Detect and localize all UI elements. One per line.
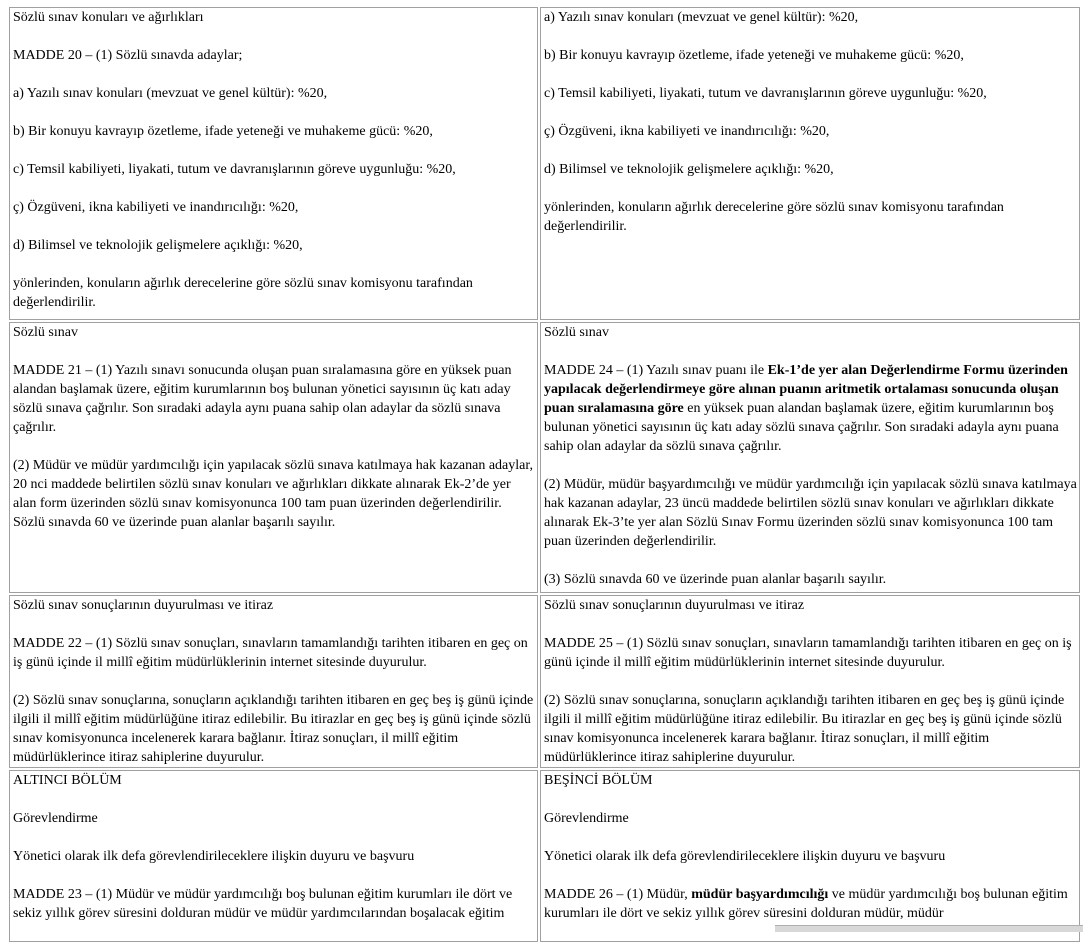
section-heading: Sözlü sınav konuları ve ağırlıkları — [13, 10, 204, 25]
section-heading: Yönetici olarak ilk defa görevlendirileceklere ilişkin duyuru ve başvuru — [544, 849, 946, 864]
new-text-cell — [540, 770, 1080, 942]
chapter-title: ALTINCI BÖLÜM — [13, 773, 122, 788]
new-text-cell — [540, 595, 1080, 768]
table-row — [9, 322, 1080, 593]
list-item: c) Temsil kabiliyeti, liyakati, tutum ve davranışlarının göreve uygunluğu: %20, — [544, 86, 987, 101]
list-item: d) Bilimsel ve teknolojik gelişmelere açıklığı: %20, — [13, 238, 303, 253]
list-item: d) Bilimsel ve teknolojik gelişmelere açıklığı: %20, — [544, 162, 834, 177]
old-text-cell — [9, 322, 538, 593]
article-intro: MADDE 20 – (1) Sözlü sınavda adaylar; — [13, 48, 243, 63]
list-item: a) Yazılı sınav konuları (mevzuat ve genel kültür): %20, — [544, 10, 859, 25]
article-paragraph — [544, 885, 1078, 923]
amended-text: müdür başyardımcılığı — [691, 887, 829, 902]
article-paragraph: (2) Sözlü sınav sonuçlarına, sonuçların açıklandığı tarihten itibaren en geç beş iş günü içinde ilgili il millî eğitim müdürlüğüne itiraz edilebilir. Bu itirazlar en geç beş iş günü içinde sözlü sınav komisyonunca incelenerek karara bağlanır. İtiraz sonuçları, il millî eğitim müdürlüklerince itiraz sahiplerine duyurulur. — [544, 693, 1065, 765]
article-text: MADDE 26 – (1) Müdür, — [544, 887, 692, 902]
article-text: en yüksek puan alandan başlamak üzere, eğitim kurumlarının boş bulunan yönetici sayısının üç katı aday sözlü sınava çağrılır. Son sıradaki adayla aynı puana sahip olan adaylar da sözlü sınava çağrılır. — [544, 401, 1059, 454]
section-heading: Sözlü sınav sonuçlarının duyurulması ve itiraz — [13, 598, 274, 613]
chapter-subtitle: Görevlendirme — [13, 811, 98, 826]
article-closing: yönlerinden, konuların ağırlık derecelerine göre sözlü sınav komisyonu tarafından değerlendirilir. — [13, 276, 473, 310]
list-item: b) Bir konuyu kavrayıp özetleme, ifade yeteneği ve muhakeme gücü: %20, — [544, 48, 964, 63]
new-text-cell — [540, 7, 1080, 320]
list-item: ç) Özgüveni, ikna kabiliyeti ve inandırıcılığı: %20, — [13, 200, 299, 215]
list-item: ç) Özgüveni, ikna kabiliyeti ve inandırıcılığı: %20, — [544, 124, 830, 139]
article-paragraph: MADDE 21 – (1) Yazılı sınavı sonucunda oluşan puan sıralamasına göre en yüksek puan alandan başlamak üzere, eğitim kurumlarının boş bulunan yönetici sayısının üç katı aday sözlü sınava çağrılır. Son sıradaki adayla aynı puana sahip olan adaylar da sözlü sınava çağrılır. — [13, 363, 512, 435]
new-text-cell — [540, 322, 1080, 593]
list-item: b) Bir konuyu kavrayıp özetleme, ifade yeteneği ve muhakeme gücü: %20, — [13, 124, 433, 139]
article-paragraph: (2) Müdür ve müdür yardımcılığı için yapılacak sözlü sınava katılmaya hak kazanan adaylar, 20 nci maddede belirtilen sözlü sınav konuları ve ağırlıkları dikkate alınarak Ek-2’de yer alan form üzerinden sözlü sınav komisyonunca 100 tam puan üzerinden değerlendirilir. Sözlü sınavda 60 ve üzerinde puan alanlar başarılı sayılır. — [13, 458, 533, 530]
old-text-cell — [9, 7, 538, 320]
old-text-cell — [9, 595, 538, 768]
chapter-title: BEŞİNCİ BÖLÜM — [544, 773, 653, 788]
article-paragraph: MADDE 23 – (1) Müdür ve müdür yardımcılığı boş bulunan eğitim kurumları ile dört ve sekiz yıllık görev süresini dolduran müdür ve müdür yardımcılarından boşalacak eğitim — [13, 887, 513, 921]
section-heading: Sözlü sınav — [13, 325, 78, 340]
article-paragraph: (2) Sözlü sınav sonuçlarına, sonuçların açıklandığı tarihten itibaren en geç beş iş günü içinde ilgili il millî eğitim müdürlüğüne itiraz edilebilir. Bu itirazlar en geç beş iş günü içinde sözlü sınav komisyonunca incelenerek karara bağlanır. İtiraz sonuçları, il millî eğitim müdürlüklerince itiraz sahiplerine duyurulur. — [13, 693, 534, 765]
section-heading: Sözlü sınav — [544, 325, 609, 340]
list-item: a) Yazılı sınav konuları (mevzuat ve genel kültür): %20, — [13, 86, 328, 101]
table-row — [9, 770, 1080, 942]
article-paragraph: MADDE 25 – (1) Sözlü sınav sonuçları, sınavların tamamlandığı tarihten itibaren en geç on iş günü içinde il millî eğitim müdürlüklerinin internet sitesinde duyurulur. — [544, 636, 1072, 670]
article-closing: yönlerinden, konuların ağırlık derecelerine göre sözlü sınav komisyonu tarafından değerlendirilir. — [544, 200, 1004, 234]
list-item: c) Temsil kabiliyeti, liyakati, tutum ve davranışlarının göreve uygunluğu: %20, — [13, 162, 456, 177]
article-paragraph: (3) Sözlü sınavda 60 ve üzerinde puan alanlar başarılı sayılır. — [544, 572, 887, 587]
article-paragraph: (2) Müdür, müdür başyardımcılığı ve müdür yardımcılığı için yapılacak sözlü sınava katılmaya hak kazanan adaylar, 23 üncü maddede belirtilen sözlü sınav konuları ve ağırlıkları dikkate alınarak Ek-3’te yer alan Sözlü Sınav Formu üzerinden sözlü sınav komisyonunca 100 tam puan üzerinden değerlendirilir. — [544, 477, 1077, 549]
chapter-subtitle: Görevlendirme — [544, 811, 629, 826]
article-text: ve müdür yardımcılığı boş bulunan eğitim kurumları ile dört ve sekiz yıllık görev süresini dolduran müdür, müdür — [544, 887, 1068, 921]
article-paragraph: MADDE 22 – (1) Sözlü sınav sonuçları, sınavların tamamlandığı tarihten itibaren en geç on iş günü içinde il millî eğitim müdürlüklerinin internet sitesinde duyurulur. — [13, 636, 528, 670]
amended-text: Ek-1’de yer alan Değerlendirme Formu üzerinden yapılacak değerlendirmeye göre alınan puanın aritmetik ortalaması sonucunda oluşan puan sıralamasına göre — [544, 363, 1068, 416]
table-row — [9, 7, 1080, 320]
article-text: MADDE 24 – (1) Yazılı sınav puanı ile — [544, 363, 768, 378]
comparison-table — [7, 5, 1082, 944]
article-paragraph — [544, 361, 1078, 456]
section-heading: Sözlü sınav sonuçlarının duyurulması ve itiraz — [544, 598, 805, 613]
old-text-cell — [9, 770, 538, 942]
table-row — [9, 595, 1080, 768]
section-heading: Yönetici olarak ilk defa görevlendirileceklere ilişkin duyuru ve başvuru — [13, 849, 415, 864]
